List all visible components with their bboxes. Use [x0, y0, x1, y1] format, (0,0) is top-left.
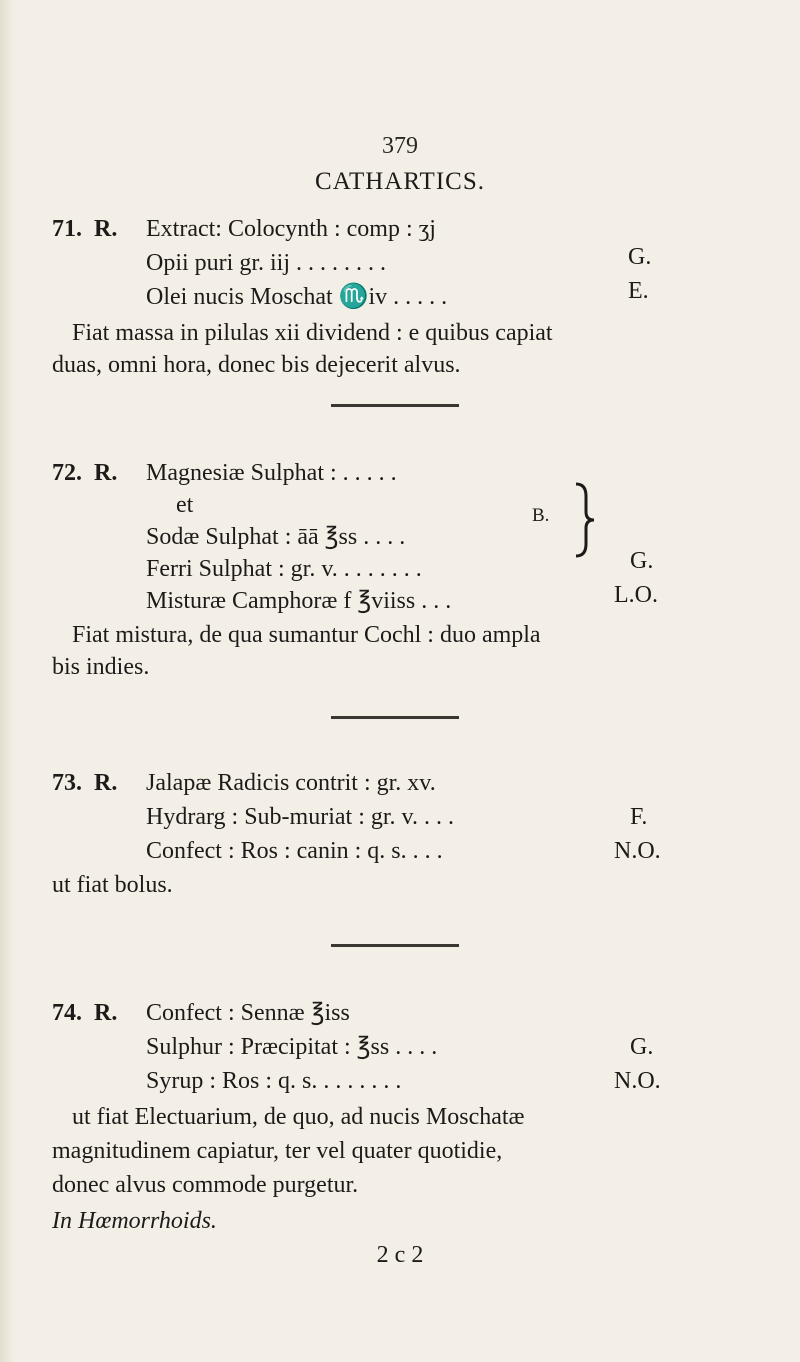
ingredient-line: Hydrarg : Sub-muriat : gr. v. . . .: [146, 804, 454, 830]
page-number: 379: [382, 133, 418, 159]
rx-symbol: R.: [94, 460, 118, 486]
directions-line: ut fiat bolus.: [52, 872, 173, 898]
ingredient-line: Confect : Sennæ ℥iss: [146, 1000, 350, 1026]
recipe-note: In Hœmorrhoids.: [52, 1208, 217, 1234]
recipe-number: 72.: [52, 460, 82, 486]
ingredient-line: Sulphur : Præcipitat : ℥ss . . . .: [146, 1034, 438, 1060]
directions-line: ut fiat Electuarium, de quo, ad nucis Moschatæ: [72, 1104, 525, 1130]
siglum: B.: [532, 505, 550, 526]
recipe-number: 71.: [52, 216, 82, 242]
page-title: CATHARTICS.: [315, 168, 485, 195]
section-divider: [331, 944, 459, 947]
directions-line: bis indies.: [52, 654, 150, 680]
siglum: N.O.: [614, 1068, 661, 1094]
section-divider: [331, 404, 459, 407]
siglum: G.: [628, 244, 652, 270]
ingredient-line: Olei nucis Moschat ♏iv . . . . .: [146, 284, 448, 310]
ingredient-line: Ferri Sulphat : gr. v. . . . . . . .: [146, 556, 422, 582]
ingredient-line: Sodæ Sulphat : āā ℥ss . . . .: [146, 524, 406, 550]
directions-line: Fiat massa in pilulas xii dividend : e quibus capiat: [72, 320, 553, 346]
rx-symbol: R.: [94, 770, 118, 796]
signature-mark: 2 c 2: [376, 1242, 424, 1268]
ingredient-line: Magnesiæ Sulphat : . . . . .: [146, 460, 397, 486]
ingredient-line: Misturæ Camphoræ f ℥viiss . . .: [146, 588, 452, 614]
brace-icon: [572, 482, 598, 558]
ingredient-line: et: [176, 492, 194, 518]
siglum: F.: [630, 804, 648, 830]
directions-line: Fiat mistura, de qua sumantur Cochl : duo ampla: [72, 622, 541, 648]
ingredient-line: Extract: Colocynth : comp : ʒj: [146, 216, 436, 242]
directions-line: duas, omni hora, donec bis dejecerit alvus.: [52, 352, 461, 378]
directions-line: donec alvus commode purgetur.: [52, 1172, 359, 1198]
ingredient-line: Syrup : Ros : q. s. . . . . . . .: [146, 1068, 402, 1094]
ingredient-line: Confect : Ros : canin : q. s. . . .: [146, 838, 443, 864]
siglum: G.: [630, 1034, 654, 1060]
siglum: E.: [628, 278, 649, 304]
section-divider: [331, 716, 459, 719]
directions-line: magnitudinem capiatur, ter vel quater quotidie,: [52, 1138, 503, 1164]
rx-symbol: R.: [94, 216, 118, 242]
rx-symbol: R.: [94, 1000, 118, 1026]
recipe-number: 73.: [52, 770, 82, 796]
ingredient-line: Opii puri gr. iij . . . . . . . .: [146, 250, 386, 276]
recipe-number: 74.: [52, 1000, 82, 1026]
ingredient-line: Jalapæ Radicis contrit : gr. xv.: [146, 770, 436, 796]
siglum: L.O.: [614, 582, 658, 608]
siglum: N.O.: [614, 838, 661, 864]
binding-edge: [0, 0, 14, 1362]
siglum: G.: [630, 548, 654, 574]
